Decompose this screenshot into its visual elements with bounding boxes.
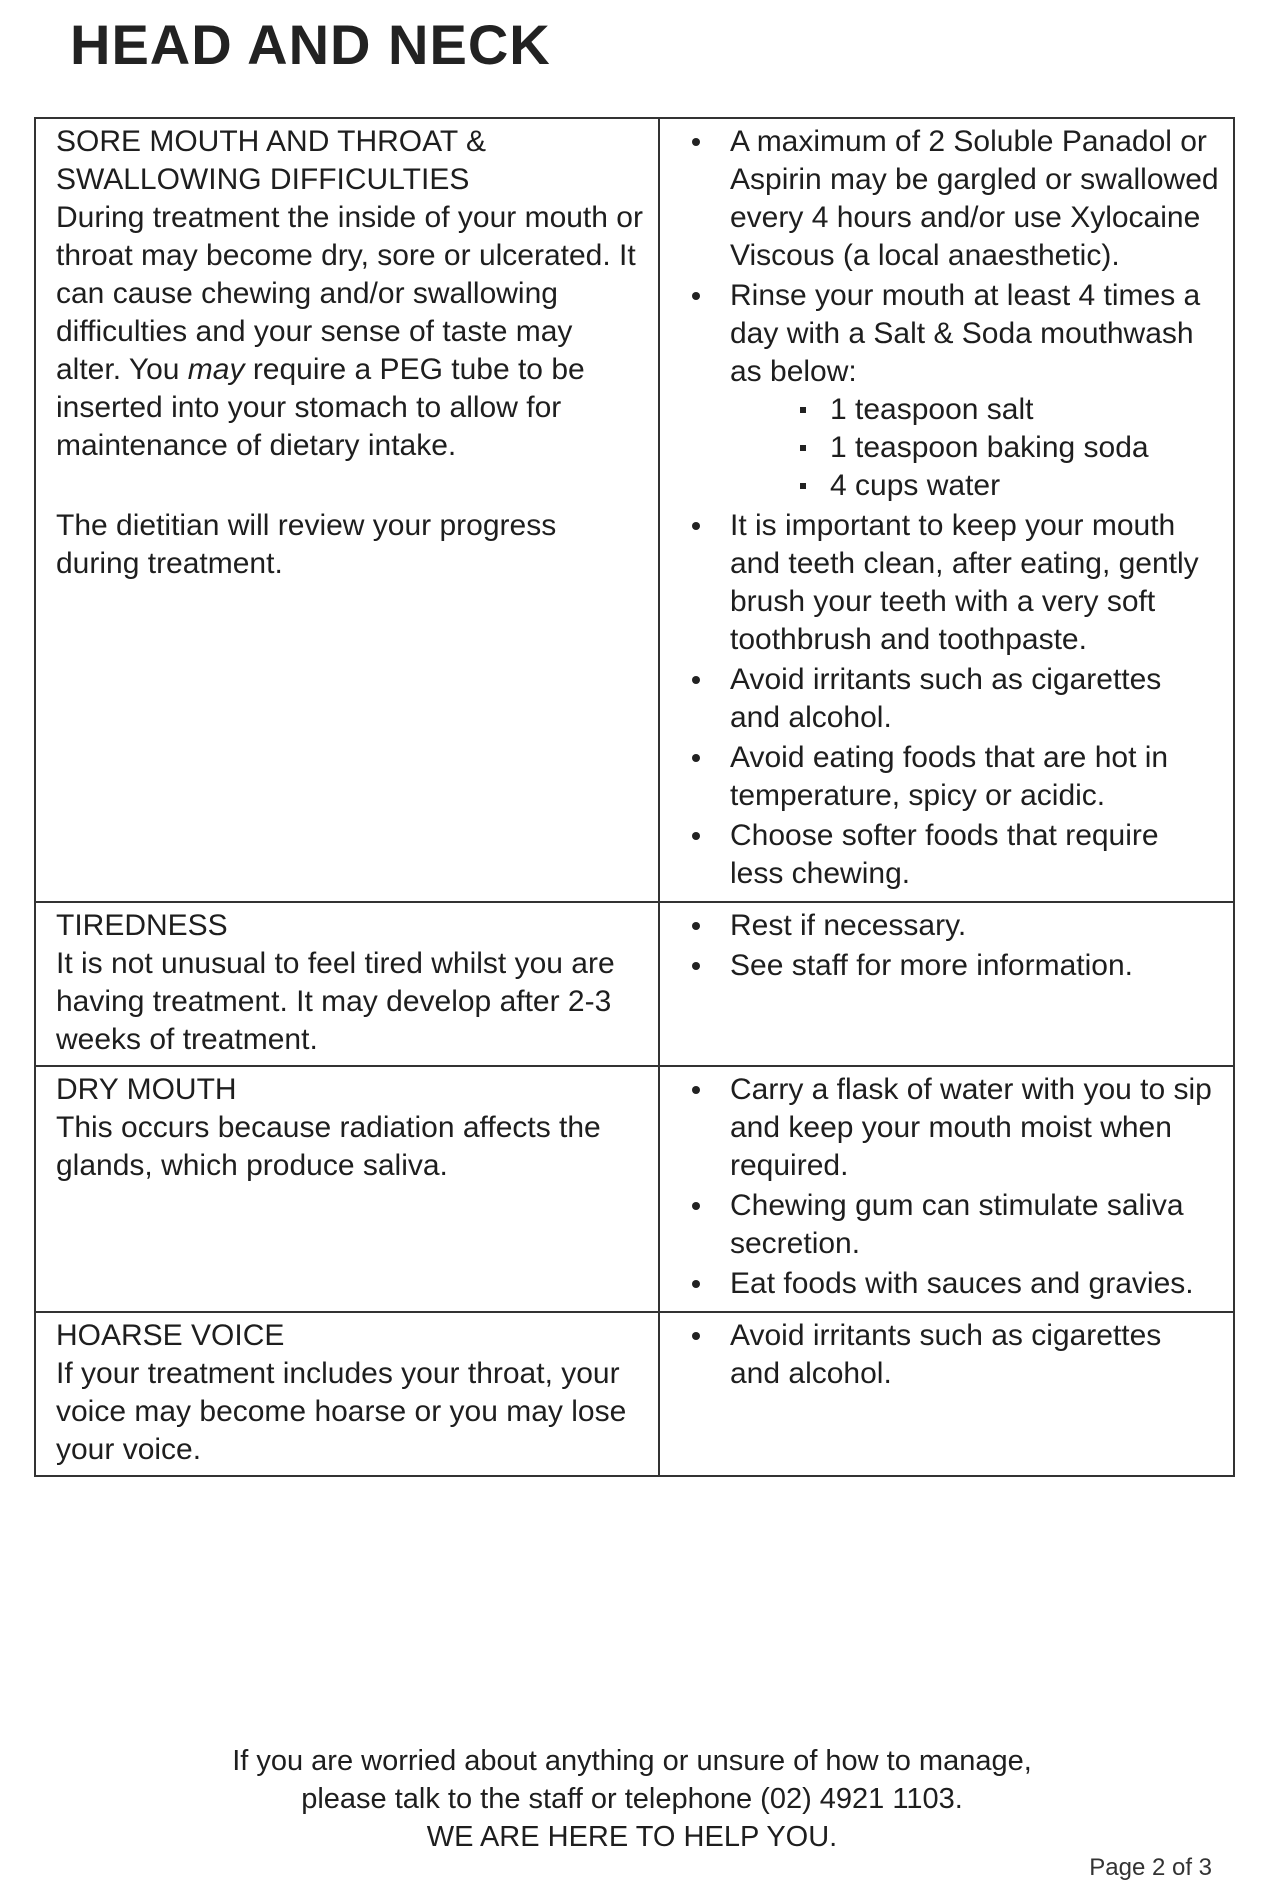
section-heading-tiredness: TIREDNESS xyxy=(56,909,228,942)
recipe-item: 4 cups water xyxy=(830,467,1219,505)
advice-cell-dry-mouth xyxy=(659,1066,1234,1312)
advice-list-hoarse-voice xyxy=(680,1317,1219,1393)
section-description-tiredness: It is not unusual to feel tired whilst you are having treatment. It may develop after 2-3 weeks of treatment. xyxy=(56,947,615,1056)
advice-item: It is important to keep your mouth and teeth clean, after eating, gently brush your teeth with a very soft toothbrush and toothpaste. xyxy=(730,507,1219,659)
advice-item: Eat foods with sauces and gravies. xyxy=(730,1265,1219,1303)
heading-line-2: SWALLOWING DIFFICULTIES xyxy=(56,163,470,196)
symptom-table xyxy=(34,117,1235,1477)
advice-cell-sore-mouth xyxy=(659,118,1234,902)
dietitian-note: The dietitian will review your progress during treatment. xyxy=(56,509,557,580)
advice-item: Choose softer foods that require less chewing. xyxy=(730,817,1219,893)
recipe-item: 1 teaspoon baking soda xyxy=(830,429,1219,467)
symptom-cell-dry-mouth xyxy=(35,1066,659,1312)
section-description-hoarse-voice: If your treatment includes your throat, your voice may become hoarse or you may lose your voice. xyxy=(56,1357,627,1466)
advice-item: Chewing gum can stimulate saliva secretion. xyxy=(730,1187,1219,1263)
advice-cell-hoarse-voice xyxy=(659,1312,1234,1476)
section-heading-dry-mouth: DRY MOUTH xyxy=(56,1073,237,1106)
section-description-dry-mouth: This occurs because radiation affects the glands, which produce saliva. xyxy=(56,1111,601,1182)
table-row-tiredness xyxy=(35,902,1234,1066)
section-description-sore-mouth xyxy=(56,199,644,465)
advice-list-dry-mouth xyxy=(680,1071,1219,1303)
advice-item-mouthwash xyxy=(730,277,1219,505)
table-row-sore-mouth xyxy=(35,118,1234,902)
desc-text: require a PEG tube to be inserted into your stomach to allow for maintenance of dietary intake. xyxy=(56,353,585,462)
recipe-item: 1 teaspoon salt xyxy=(830,391,1219,429)
footer-line: please talk to the staff or telephone (02) 4921 1103. xyxy=(301,1783,963,1815)
desc-text: During treatment the inside of your mouth or throat may become dry, sore or ulcerated. It can cause chewing and/or swallowing difficulties and your sense of taste may alter. You xyxy=(56,201,643,386)
mouthwash-recipe-list xyxy=(730,391,1219,505)
section-heading-sore-mouth xyxy=(56,123,644,199)
advice-cell-tiredness xyxy=(659,902,1234,1066)
heading-line-1: SORE MOUTH AND THROAT & xyxy=(56,125,487,158)
symptom-cell-hoarse-voice xyxy=(35,1312,659,1476)
footer-line-emphasis: WE ARE HERE TO HELP YOU. xyxy=(426,1821,838,1853)
table-row-dry-mouth xyxy=(35,1066,1234,1312)
advice-item: See staff for more information. xyxy=(730,947,1219,985)
advice-item: Avoid irritants such as cigarettes and alcohol. xyxy=(730,661,1219,737)
advice-list-sore-mouth xyxy=(680,123,1219,893)
footer-line: If you are worried about anything or unsure of how to manage, xyxy=(232,1745,1032,1777)
page-number: Page 2 of 3 xyxy=(1089,1854,1212,1881)
symptom-cell-tiredness xyxy=(35,902,659,1066)
advice-item: Avoid eating foods that are hot in temperature, spicy or acidic. xyxy=(730,739,1219,815)
advice-item: Carry a flask of water with you to sip and keep your mouth moist when required. xyxy=(730,1071,1219,1185)
page-title: HEAD AND NECK xyxy=(70,13,551,76)
advice-item: A maximum of 2 Soluble Panadol or Aspirin may be gargled or swallowed every 4 hours and/or use Xylocaine Viscous (a local anaesthetic). xyxy=(730,123,1219,275)
advice-item: Rest if necessary. xyxy=(730,907,1219,945)
advice-list-tiredness xyxy=(680,907,1219,985)
desc-emphasis: may xyxy=(187,353,245,386)
advice-text: Rinse your mouth at least 4 times a day with a Salt & Soda mouthwash as below: xyxy=(730,279,1201,388)
advice-item: Avoid irritants such as cigarettes and alcohol. xyxy=(730,1317,1219,1393)
section-heading-hoarse-voice: HOARSE VOICE xyxy=(56,1319,285,1352)
table-row-hoarse-voice xyxy=(35,1312,1234,1476)
symptom-cell-sore-mouth xyxy=(35,118,659,902)
help-footer xyxy=(0,1742,1264,1856)
